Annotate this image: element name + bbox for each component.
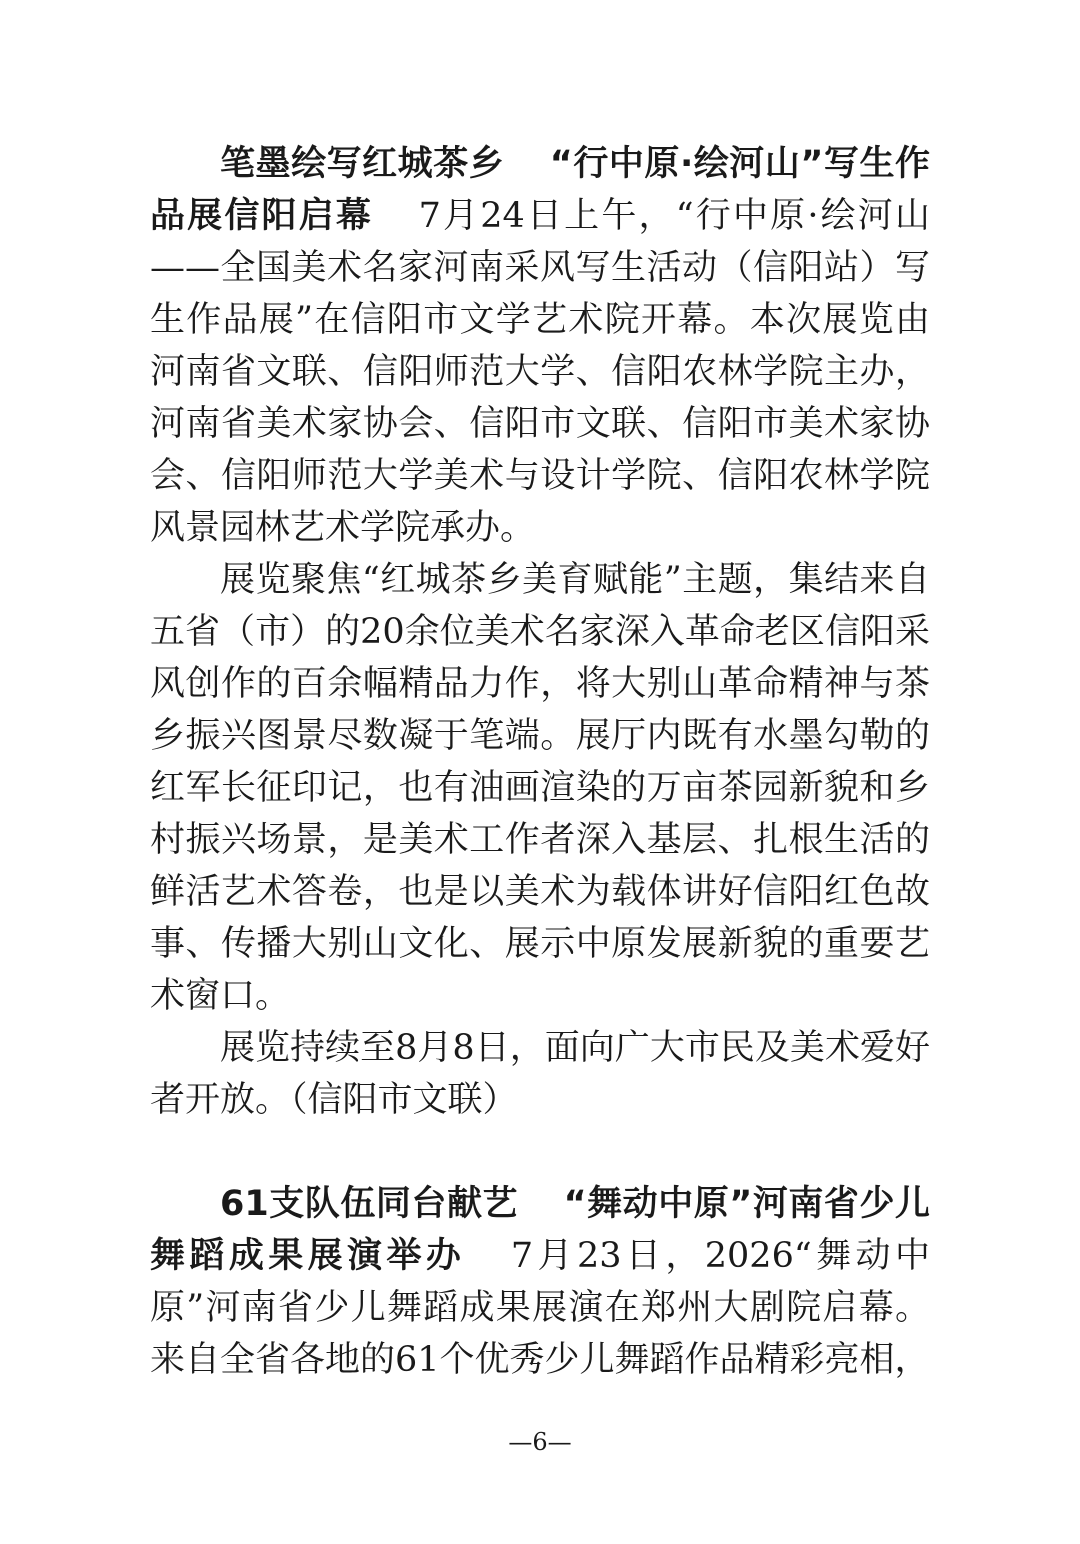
news-item-dance-showcase [150, 1178, 930, 1386]
headline-part-2: “舞动中原”河南省少儿舞蹈成果展演举办 [150, 1184, 930, 1276]
headline-part-1: 61支队伍同台献艺 [220, 1184, 519, 1224]
article-lead-paragraph [150, 1178, 930, 1386]
headline-part-1: 笔墨绘写红城茶乡 [220, 144, 505, 184]
article-lead: 7月23日，2026“舞动中原”河南省少儿舞蹈成果展演在郑州大剧院启幕。来自全省各地的61个优秀少儿舞蹈作品精彩亮相， [150, 1236, 930, 1380]
article-paragraph: 展览聚焦“红城茶乡美育赋能”主题，集结来自五省（市）的20余位美术名家深入革命老区信阳采风创作的百余幅精品力作，将大别山革命精神与茶乡振兴图景尽数凝于笔端。展厅内既有水墨勾勒的红军长征印记，也有油画渲染的万亩茶园新貌和乡村振兴场景，是美术工作者深入基层、扎根生活的鲜活艺术答卷，也是以美术为载体讲好信阳红色故事、传播大别山文化、展示中原发展新貌的重要艺术窗口。 [150, 560, 930, 1016]
news-item-xinyang-exhibition [150, 138, 930, 1126]
page-number: —6— [508, 1428, 572, 1456]
article-lead-paragraph [150, 138, 930, 554]
article-paragraph: 展览持续至8月8日，面向广大市民及美术爱好者开放。（信阳市文联） [150, 1028, 930, 1120]
document-page [150, 138, 930, 1386]
article-lead: 7月24日上午，“行中原·绘河山——全国美术名家河南采风写生活动（信阳站）写生作品展”在信阳市文学艺术院开幕。本次展览由河南省文联、信阳师范大学、信阳农林学院主办，河南省美术家协会、信阳市文联、信阳市美术家协会、信阳师范大学美术与设计学院、信阳农林学院风景园林艺术学院承办。 [150, 196, 930, 548]
headline-part-2: “行中原·绘河山”写生作品展信阳启幕 [150, 144, 930, 236]
